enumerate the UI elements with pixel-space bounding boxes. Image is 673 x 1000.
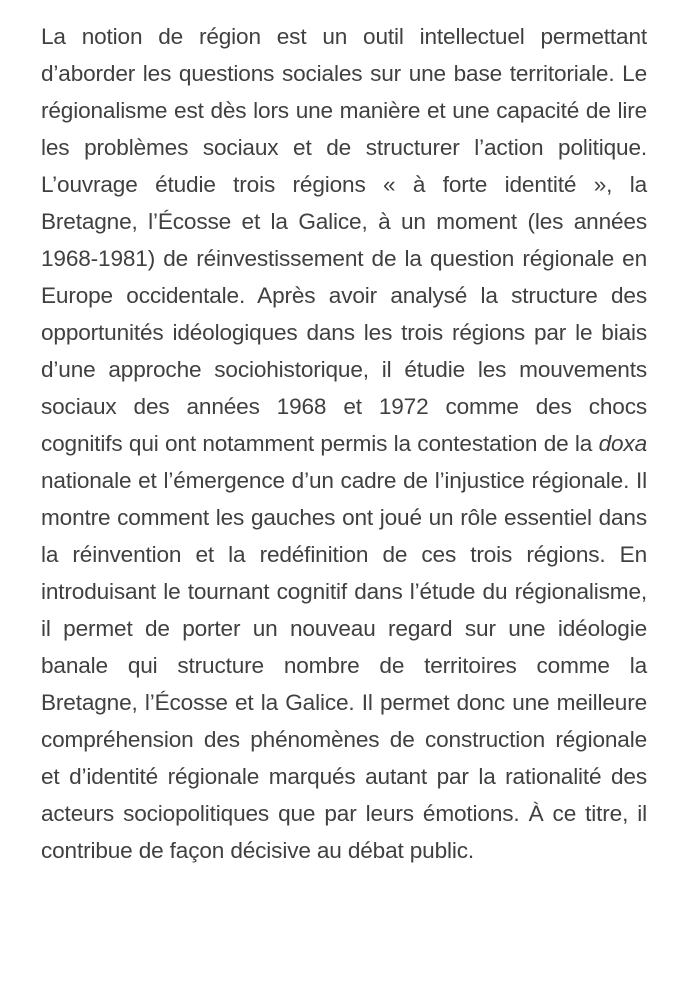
document-page: [41, 18, 647, 869]
body-paragraph: [41, 18, 647, 869]
paragraph-text-part-1: La notion de région est un outil intellectuel permettant d’aborder les questions sociales sur une base territoriale. Le régionalisme est dès lors une manière et une capacité de lire les problèmes sociaux et de structurer l’action politique. L’ouvrage étudie trois régions « à forte identité », la Bretagne, l’Écosse et la Galice, à un moment (les années 1968-1981) de réinvestissement de la question régionale en Europe occidentale. Après avoir analysé la structure des opportunités idéologiques dans les trois régions par le biais d’une approche sociohistorique, il étudie les mouvements sociaux des années 1968 et 1972 comme des chocs cognitifs qui ont notamment permis la contestation de la: [41, 24, 647, 456]
paragraph-text-part-2: nationale et l’émergence d’un cadre de l’injustice régionale. Il montre comment les gauches ont joué un rôle essentiel dans la réinvention et la redéfinition de ces trois régions. En introduisant le tournant cognitif dans l’étude du régionalisme, il permet de porter un nouveau regard sur une idéologie banale qui structure nombre de territoires comme la Bretagne, l’Écosse et la Galice. Il permet donc une meilleure compréhension des phénomènes de construction régionale et d’identité régionale marqués autant par la rationalité des acteurs sociopolitiques que par leurs émotions. À ce titre, il contribue de façon décisive au débat public.: [41, 468, 647, 863]
paragraph-emphasis-doxa: doxa: [598, 431, 647, 456]
